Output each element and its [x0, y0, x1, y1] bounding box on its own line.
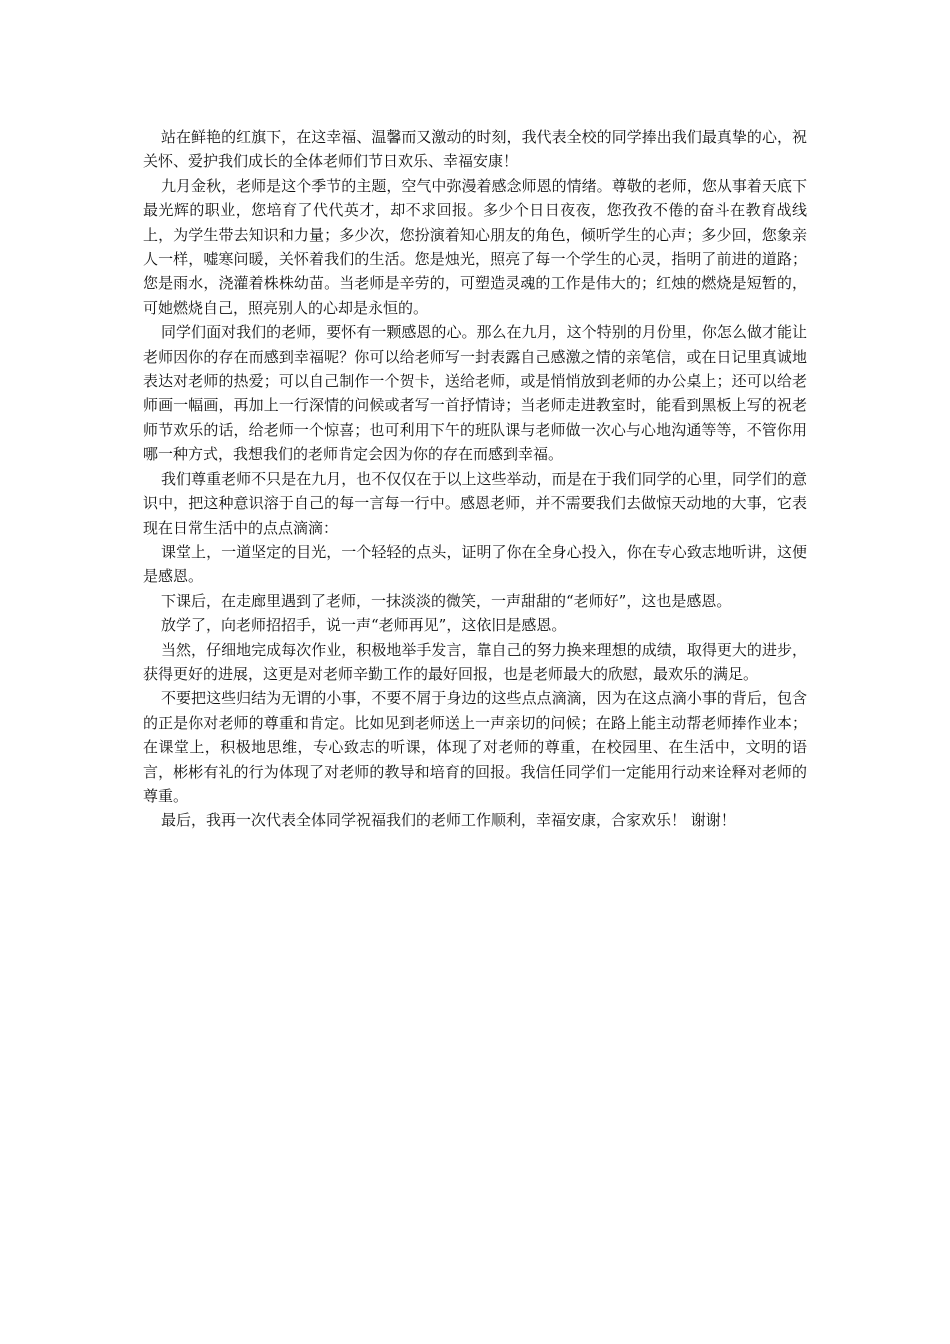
paragraph-1: 站在鲜艳的红旗下，在这幸福、温馨而又激动的时刻，我代表全校的同学捧出我们最真挚的心，祝关怀、爱护我们成长的全体老师们节日欢乐、幸福安康！: [143, 128, 807, 171]
document-body: [143, 125, 807, 833]
paragraph-2: 九月金秋，老师是这个季节的主题，空气中弥漫着感念师恩的情绪。尊敬的老师，您从事着天底下最光辉的职业，您培育了代代英才，却不求回报。多少个日日夜夜，您孜孜不倦的奋斗在教育战线上，为学生带去知识和力量；多少次，您扮演着知心朋友的角色，倾听学生的心声；多少回，您象亲人一样，嘘寒问暖，关怀着我们的生活。您是烛光，照亮了每一个学生的心灵，指明了前进的道路；您是雨水，浇灌着株株幼苗。当老师是辛劳的，可塑造灵魂的工作是伟大的；红烛的燃烧是短暂的，可她燃烧自己，照亮别人的心却是永恒的。: [143, 176, 807, 317]
paragraph-8: 当然，仔细地完成每次作业，积极地举手发言，靠自己的努力换来理想的成绩，取得更大的进步，获得更好的进展，这更是对老师辛勤工作的最好回报，也是老师最大的欣慰，最欢乐的满足。: [143, 640, 807, 683]
paragraph-9: 不要把这些归结为无谓的小事，不要不屑于身边的这些点点滴滴，因为在这点滴小事的背后，包含的正是你对老师的尊重和肯定。比如见到老师送上一声亲切的问候；在路上能主动帮老师捧作业本；在课堂上，积极地思维，专心致志的听课，体现了对老师的尊重，在校园里、在生活中，文明的语言，彬彬有礼的行为体现了对老师的教导和培育的回报。我信任同学们一定能用行动来诠释对老师的尊重。: [143, 689, 807, 805]
paragraph-3: 同学们面对我们的老师，要怀有一颗感恩的心。那么在九月，这个特别的月份里，你怎么做才能让老师因你的存在而感到幸福呢？你可以给老师写一封表露自己感激之情的亲笔信，或在日记里真诚地表达对老师的热爱；可以自己制作一个贺卡，送给老师，或是悄悄放到老师的办公桌上；还可以给老师画一幅画，再加上一行深情的问候或者写一首抒情诗；当老师走进教室时，能看到黑板上写的祝老师节欢乐的话，给老师一个惊喜；也可利用下午的班队课与老师做一次心与心地沟通等等，不管你用哪一种方式，我想我们的老师肯定会因为你的存在而感到幸福。: [143, 323, 807, 464]
paragraph-4: 我们尊重老师不只是在九月，也不仅仅在于以上这些举动，而是在于我们同学的心里，同学们的意识中，把这种意识溶于自己的每一言每一行中。感恩老师，并不需要我们去做惊天动地的大事，它表现在日常生活中的点点滴滴：: [143, 469, 807, 537]
paragraph-5: 课堂上，一道坚定的目光，一个轻轻的点头，证明了你在全身心投入，你在专心致志地听讲，这便是感恩。: [143, 542, 807, 586]
paragraph-10: 最后，我再一次代表全体同学祝福我们的老师工作顺利，幸福安康，合家欢乐！ 谢谢！: [161, 811, 736, 830]
paragraph-7: 放学了，向老师招招手，说一声“老师再见”，这依旧是感恩。: [161, 616, 567, 635]
paragraph-6: 下课后，在走廊里遇到了老师，一抹淡淡的微笑，一声甜甜的“老师好”，这也是感恩。: [161, 591, 732, 610]
